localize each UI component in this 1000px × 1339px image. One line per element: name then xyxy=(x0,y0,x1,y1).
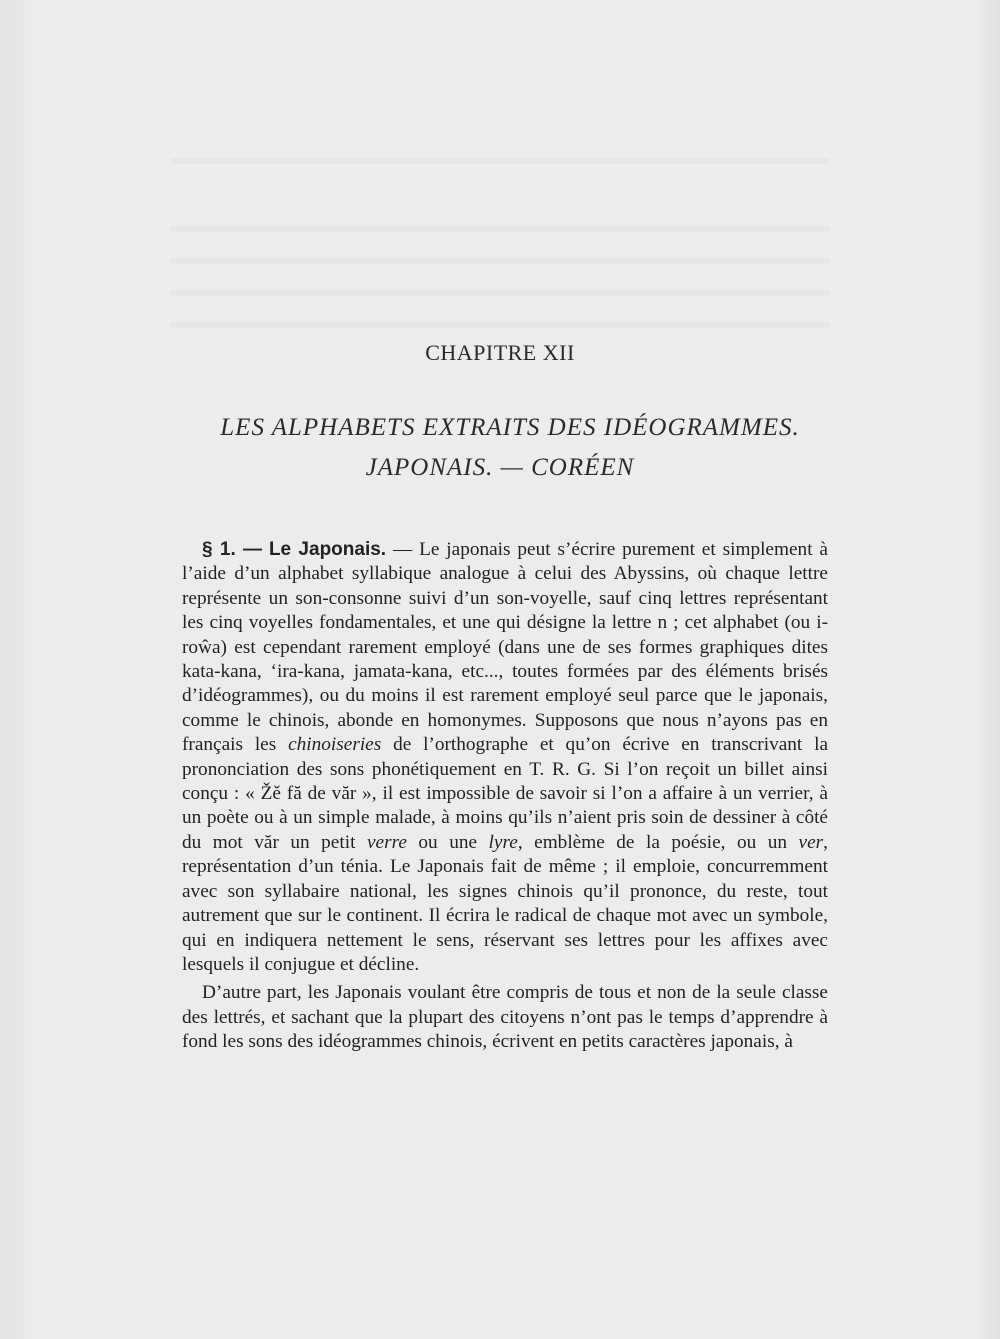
paragraph-1-text-4: , emblème de la poésie, ou un xyxy=(517,831,799,853)
show-through-line xyxy=(170,226,830,232)
show-through-line xyxy=(170,258,830,264)
italic-term-lyre: lyre xyxy=(488,831,518,853)
paragraph-1-text-5: , représentation d’un ténia. Le Japonais fait de même ; il emploie, concurremment avec son syllabaire national, les signes chinois qu’il prononce, du reste, tout autrement que sur le continent. Il écrira le radical de chaque mot avec un symbole, qui en indiquera nettement le sens, réservant ses lettres pour les affixes avec lesquels il conjugue et décline. xyxy=(182,831,828,975)
show-through-line xyxy=(170,290,830,296)
paragraph-1-text-3: ou une xyxy=(406,831,489,853)
paragraph-2: D’autre part, les Japonais voulant être compris de tous et non de la seule classe des lettrés, et sachant que la plupart des citoyens n’ont pas le temps d’apprendre à fond les sons des idéogrammes chinois, écrivent en petits caractères japonais, à xyxy=(182,982,828,1053)
show-through-line xyxy=(170,322,830,328)
italic-term-chinoiseries: chinoiseries xyxy=(288,734,382,756)
show-through-line xyxy=(170,158,830,164)
paragraph-1-text: — Le japonais peut s’écrire purement et simplement à l’aide d’un alphabet syllabique analogue à celui des Abyssins, où chaque lettre représente un son-consonne suivi d’un son-voyelle, sauf cinq lettres représentant les cinq voyelles fondamentales, et une qui désigne la lettre n ; cet alphabet (ou i-roŵa) est cependant rarement employé (dans une de ses formes graphiques dites kata-kana, ‘ira-kana, jamata-kana, etc..., toutes formées par des éléments brisés d’idéogrammes), ou du moins il est rarement employé seul parce que le japonais, comme le chinois, abonde en homonymes. Supposons que nous n’ayons pas en français les xyxy=(182,539,828,756)
chapter-title-line-2: JAPONAIS. — CORÉEN xyxy=(365,454,635,481)
body-text xyxy=(182,538,828,1055)
paragraph-1 xyxy=(182,538,828,977)
section-heading: Le Japonais. xyxy=(268,539,387,560)
chapter-heading: CHAPITRE XII xyxy=(425,340,575,365)
paragraph-1-text-2: de l’orthographe et qu’on écrive en transcrivant la prononciation des sons phonétiquement en T. R. G. Si l’on reçoit un billet ainsi conçu : « Žě fă de văr », il est impossible de savoir si l’on a affaire à un verrier, à un poète ou à un simple malade, à moins qu’ils n’aient pris soin de dessiner à côté du mot văr un petit xyxy=(182,734,828,853)
section-marker: § 1. — xyxy=(202,539,263,560)
chapter-title-line-1: LES ALPHABETS EXTRAITS DES IDÉOGRAMMES. xyxy=(220,414,800,441)
italic-term-ver: ver xyxy=(798,831,824,853)
italic-term-verre: verre xyxy=(366,831,407,853)
